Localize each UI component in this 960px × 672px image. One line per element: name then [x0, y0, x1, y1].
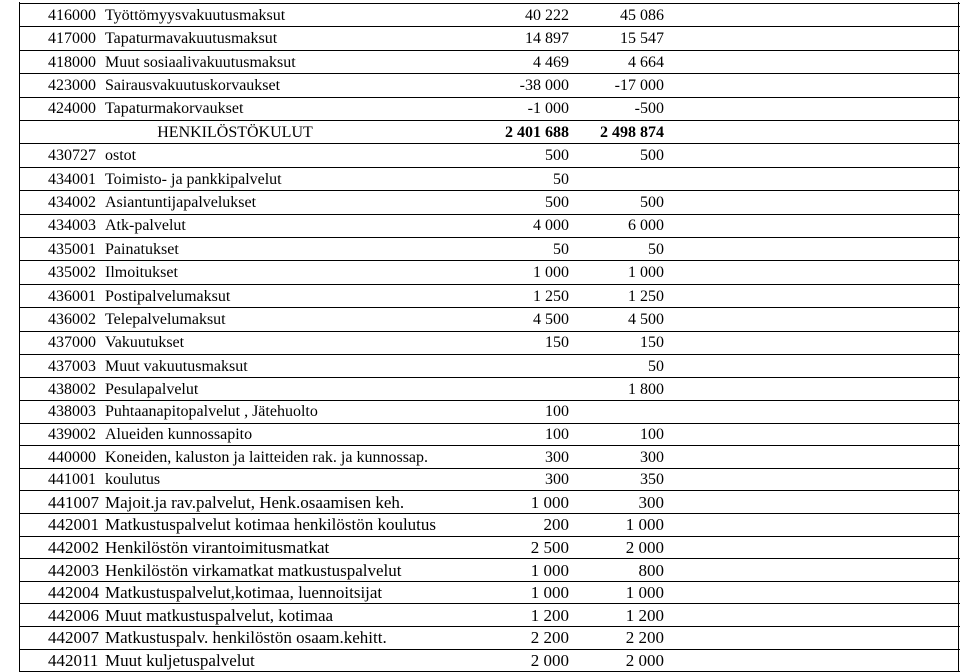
account-code: 418000	[48, 53, 96, 71]
value-column-2: 4 664	[628, 53, 664, 71]
account-code: 438003	[48, 403, 96, 421]
value-column-2	[570, 401, 664, 423]
value-column-1: 50	[553, 240, 569, 258]
value-column-1: 4 500	[533, 310, 569, 328]
account-name: Asiantuntijapalvelukset	[105, 193, 257, 211]
account-name: Muut sosiaalivakuutusmaksut	[105, 53, 296, 71]
account-code: 442001	[48, 515, 99, 535]
value-column-2: 1 200	[625, 605, 664, 625]
account-code: 440000	[48, 448, 96, 466]
account-name: Muut vakuutusmaksut	[105, 357, 248, 375]
account-name: Muut kuljetuspalvelut	[105, 650, 255, 670]
value-column-1: 2 500	[530, 537, 569, 557]
value-column-2: 50	[648, 357, 664, 375]
account-code: 442003	[48, 560, 99, 580]
value-column-1: 50	[553, 170, 569, 188]
account-code: 424000	[48, 100, 96, 118]
value-column-2: 100	[640, 425, 664, 443]
account-name: Tapaturmavakuutusmaksut	[105, 30, 278, 48]
value-column-1: 1 000	[530, 583, 569, 603]
account-code: 435002	[48, 264, 96, 282]
account-code: 442006	[48, 605, 99, 625]
account-code: 437003	[48, 357, 96, 375]
account-code: 436001	[48, 287, 96, 305]
value-column-2: 2 000	[625, 650, 664, 670]
value-column-2: 4 500	[628, 310, 664, 328]
value-column-1: 4 469	[533, 53, 569, 71]
value-column-2: 300	[638, 492, 664, 512]
value-column-1: -1 000	[527, 100, 569, 118]
value-column-1: 150	[545, 334, 569, 352]
value-column-1: 300	[545, 448, 569, 466]
account-code: 442007	[48, 628, 99, 648]
value-column-2: 800	[638, 560, 664, 580]
account-name: Muut matkustuspalvelut, kotimaa	[105, 605, 334, 625]
value-column-1: 500	[545, 193, 569, 211]
account-code: 434002	[48, 193, 96, 211]
account-name: Työttömyysvakuutusmaksut	[105, 6, 286, 24]
account-name: HENKILÖSTÖKULUT	[157, 123, 313, 141]
value-column-1: 100	[545, 425, 569, 443]
account-code: 441007	[48, 492, 99, 512]
value-column-1: 2 401 688	[505, 123, 569, 141]
value-column-2: 45 086	[620, 6, 664, 24]
value-column-1: 1 250	[533, 287, 569, 305]
account-name: Henkilöstön virantoimitusmatkat	[105, 537, 330, 557]
value-column-2: -17 000	[614, 76, 664, 94]
value-column-1: 1 000	[530, 560, 569, 580]
value-column-1: 14 897	[525, 30, 569, 48]
value-column-2: 15 547	[620, 30, 664, 48]
account-code: 438002	[48, 380, 96, 398]
value-column-2: 1 000	[625, 583, 664, 603]
value-column-2	[570, 169, 664, 191]
account-name: Ilmoitukset	[105, 264, 178, 282]
value-column-1: 40 222	[525, 6, 569, 24]
table-border-left	[19, 2, 20, 671]
value-column-1: 1 000	[530, 492, 569, 512]
value-column-2: 1 000	[625, 515, 664, 535]
account-code: 436002	[48, 310, 96, 328]
value-column-2: 6 000	[628, 217, 664, 235]
account-code: 423000	[48, 76, 96, 94]
account-name: Henkilöstön virkamatkat matkustuspalvelut	[105, 560, 402, 580]
value-column-1: 2 200	[530, 628, 569, 648]
value-column-1: 4 000	[533, 217, 569, 235]
value-column-1: 200	[543, 515, 569, 535]
value-column-1: 1 000	[533, 264, 569, 282]
account-name: Alueiden kunnossapito	[105, 425, 253, 443]
value-column-1: 2 000	[530, 650, 569, 670]
value-column-2: 2 000	[625, 537, 664, 557]
account-code: 434001	[48, 170, 96, 188]
account-code: 442004	[48, 583, 99, 603]
account-name: Matkustuspalvelut kotimaa henkilöstön koulutus	[105, 515, 437, 535]
value-column-1: 1 200	[530, 605, 569, 625]
value-column-1: -38 000	[519, 76, 569, 94]
account-name: Koneiden, kaluston ja laitteiden rak. ja kunnossap.	[105, 448, 429, 466]
account-name: Toimisto- ja pankkipalvelut	[105, 170, 282, 188]
account-name: Puhtaanapitopalvelut , Jätehuolto	[105, 403, 318, 421]
account-code: 442011	[48, 650, 99, 670]
account-name: Postipalvelumaksut	[105, 287, 231, 305]
value-column-2: 150	[640, 334, 664, 352]
value-column-1: 500	[545, 147, 569, 165]
account-name: Tapaturmakorvaukset	[105, 100, 244, 118]
value-column-1: 100	[545, 403, 569, 421]
table-border-right	[958, 2, 959, 671]
value-column-2: 500	[640, 193, 664, 211]
value-column-2: 1 000	[628, 264, 664, 282]
value-column-2: 350	[640, 471, 664, 489]
value-column-1	[440, 356, 569, 378]
value-column-2: 2 200	[625, 628, 664, 648]
account-name: Sairausvakuutuskorvaukset	[105, 76, 281, 94]
value-column-2: 1 250	[628, 287, 664, 305]
account-name: Atk-palvelut	[105, 217, 186, 235]
value-column-2: 2 498 874	[600, 123, 664, 141]
account-code: 430727	[48, 147, 96, 165]
account-name: koulutus	[105, 471, 161, 489]
account-name: Pesulapalvelut	[105, 380, 199, 398]
value-column-2: 500	[640, 147, 664, 165]
account-code: 441001	[48, 471, 96, 489]
account-code: 417000	[48, 30, 96, 48]
account-name: Matkustuspalvelut,kotimaa, luennoitsijat	[105, 583, 383, 603]
account-code: 437000	[48, 334, 96, 352]
value-column-2: 300	[640, 448, 664, 466]
value-column-2: 1 800	[628, 380, 664, 398]
account-name: Vakuutukset	[105, 334, 185, 352]
account-name: ostot	[105, 147, 137, 165]
account-name: Painatukset	[105, 240, 179, 258]
account-code: 442002	[48, 537, 99, 557]
account-name: Telepalvelumaksut	[105, 310, 226, 328]
account-code: 435001	[48, 240, 96, 258]
account-name: Majoit.ja rav.palvelut, Henk.osaamisen keh.	[105, 492, 405, 512]
account-code: 434003	[48, 217, 96, 235]
value-column-1	[440, 379, 569, 401]
value-column-2: -500	[634, 100, 664, 118]
account-code: 416000	[48, 6, 96, 24]
value-column-2: 50	[648, 240, 664, 258]
account-code: 439002	[48, 425, 96, 443]
account-name: Matkustuspalv. henkilöstön osaam.kehitt.	[105, 628, 387, 648]
value-column-1: 300	[545, 471, 569, 489]
